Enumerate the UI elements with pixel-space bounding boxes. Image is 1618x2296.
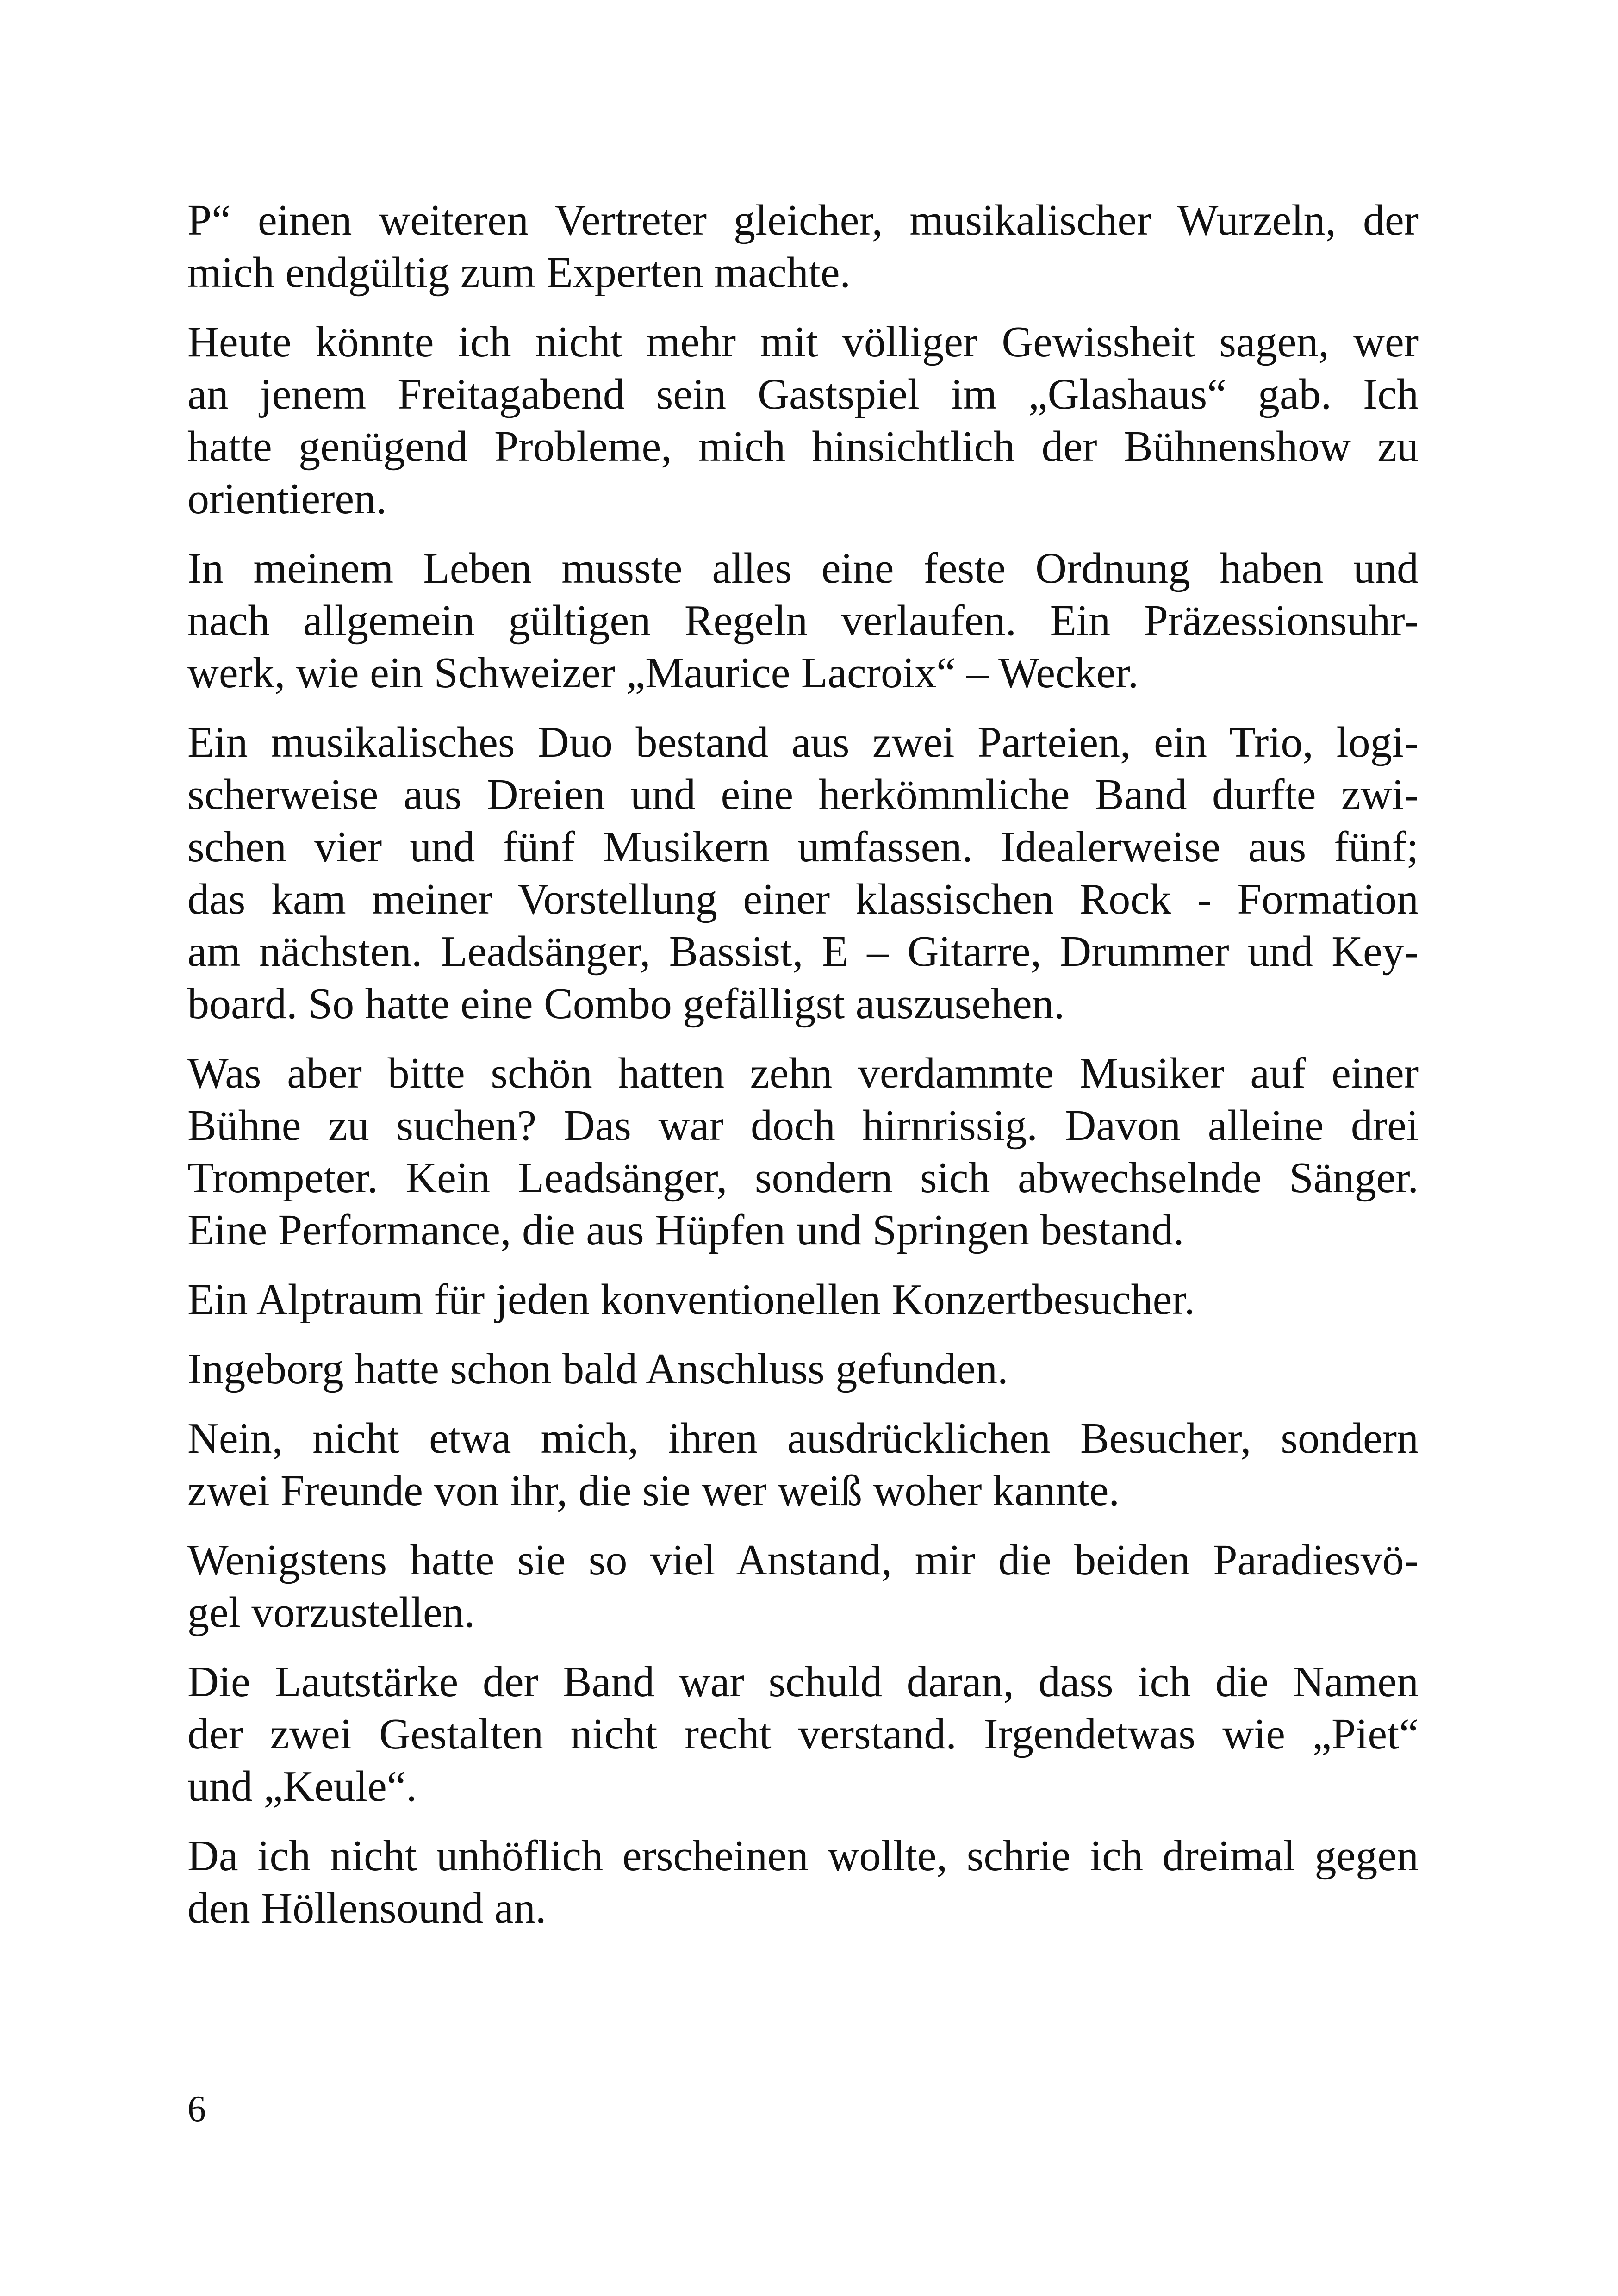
paragraph [187,716,1419,1030]
text-line: gel vorzustellen. [187,1588,475,1636]
text-line: Was aber bitte schön hatten zehn verdammte Musiker auf einer [187,1049,1419,1097]
paragraph [187,1412,1419,1517]
page-body [187,194,1419,1952]
paragraph [187,1343,1419,1395]
text-line: hatte genügend Probleme, mich hinsichtlich der Bühnenshow zu [187,423,1419,471]
text-line: das kam meiner Vorstellung einer klassischen Rock - Formation [187,875,1419,923]
paragraph [187,1274,1419,1326]
text-line: Nein, nicht etwa mich, ihren ausdrücklichen Besucher, sondern [187,1414,1419,1462]
text-line: werk, wie ein Schweizer „Maurice Lacroix“ – Wecker. [187,649,1139,697]
paragraph [187,194,1419,299]
text-line: scherweise aus Dreien und eine herkömmliche Band durfte zwi- [187,771,1419,819]
paragraph [187,316,1419,525]
text-line: an jenem Freitagabend sein Gastspiel im „Glashaus“ gab. Ich [187,370,1419,418]
page-number: 6 [187,2089,206,2129]
text-line: Eine Performance, die aus Hüpfen und Springen bestand. [187,1206,1184,1254]
text-line: Ein Alptraum für jeden konventionellen Konzertbesucher. [187,1276,1195,1324]
paragraph [187,1830,1419,1935]
text-line: zwei Freunde von ihr, die sie wer weiß woher kannte. [187,1467,1120,1515]
text-line: mich endgültig zum Experten machte. [187,249,851,297]
paragraph [187,1047,1419,1257]
text-line: In meinem Leben musste alles eine feste Ordnung haben und [187,544,1419,592]
text-line: orientieren. [187,475,387,523]
text-line: Trompeter. Kein Leadsänger, sondern sich abwechselnde Sänger. [187,1154,1419,1202]
text-line: Die Lautstärke der Band war schuld daran, dass ich die Namen [187,1658,1419,1706]
text-line: board. So hatte eine Combo gefälligst auszusehen. [187,980,1065,1028]
text-line: der zwei Gestalten nicht recht verstand. Irgendetwas wie „Piet“ [187,1710,1419,1758]
text-line: Da ich nicht unhöflich erscheinen wollte, schrie ich dreimal gegen [187,1832,1419,1880]
text-line: nach allgemein gültigen Regeln verlaufen. Ein Präzessionsuhr- [187,597,1419,645]
paragraph [187,1534,1419,1639]
paragraph [187,542,1419,699]
paragraph [187,1656,1419,1813]
text-line: P“ einen weiteren Vertreter gleicher, musikalischer Wurzeln, der [187,196,1419,244]
text-line: Wenigstens hatte sie so viel Anstand, mir die beiden Paradiesvö- [187,1536,1419,1584]
text-line: Bühne zu suchen? Das war doch hirnrissig. Davon alleine drei [187,1101,1419,1150]
text-line: Heute könnte ich nicht mehr mit völliger Gewissheit sagen, wer [187,318,1419,366]
text-line: schen vier und fünf Musikern umfassen. Idealerweise aus fünf; [187,823,1419,871]
text-line: Ein musikalisches Duo bestand aus zwei Parteien, ein Trio, logi- [187,718,1419,766]
text-line: Ingeborg hatte schon bald Anschluss gefunden. [187,1345,1008,1393]
text-line: am nächsten. Leadsänger, Bassist, E – Gitarre, Drummer und Key- [187,927,1419,976]
text-line: den Höllensound an. [187,1884,547,1932]
text-line: und „Keule“. [187,1762,417,1811]
